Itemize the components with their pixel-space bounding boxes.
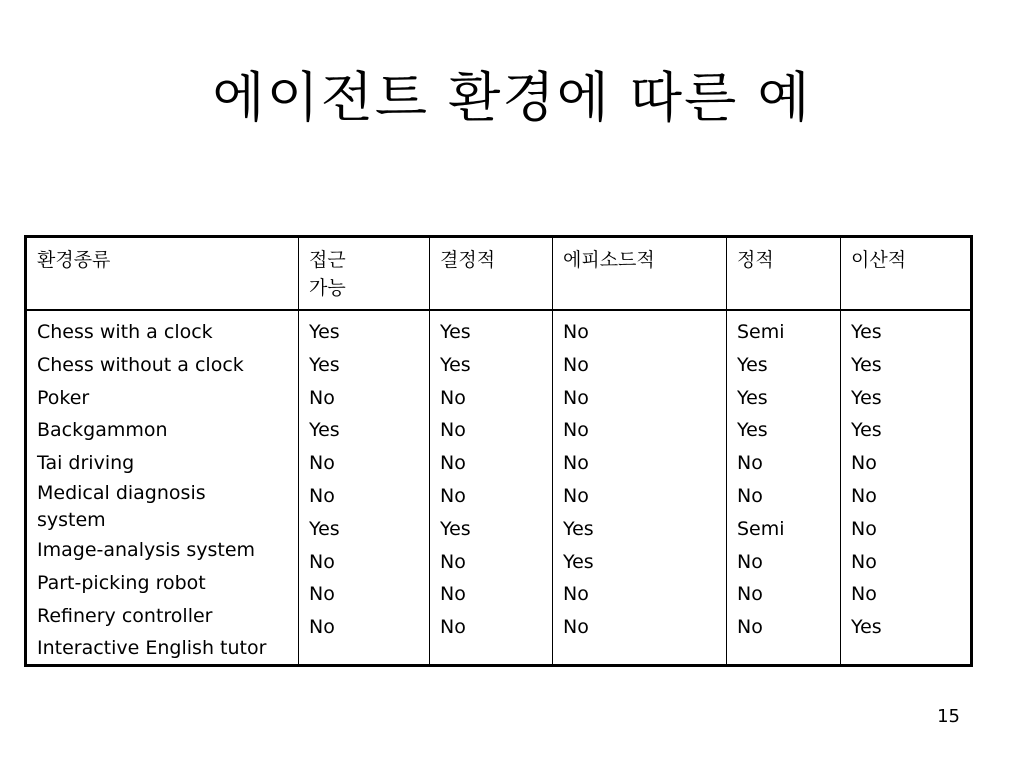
header-label: 에피소드적 [563, 249, 655, 271]
environment-column [37, 316, 295, 665]
cell-value: No [737, 452, 763, 475]
cell-value: Yes [309, 517, 340, 540]
cell-value: No [737, 583, 763, 606]
cell-value: No [563, 419, 589, 442]
header-divider [27, 309, 970, 311]
header-episodic [563, 246, 655, 274]
cell-value: No [440, 616, 466, 639]
cell-value: No [440, 484, 466, 507]
cell-value: No [851, 583, 877, 606]
header-label: 정적 [737, 249, 774, 271]
column-divider [429, 238, 430, 664]
cell-value: No [563, 386, 589, 409]
column-divider [298, 238, 299, 664]
cell-value: No [309, 550, 335, 573]
cell-value: Yes [440, 517, 471, 540]
cell-value: Yes [309, 321, 340, 343]
cell-value: Yes [851, 321, 882, 343]
environment-name: Image-analysis system [37, 538, 256, 561]
cell-value: Yes [440, 321, 471, 343]
cell-value: No [309, 616, 335, 639]
environment-name: Part-picking robot [37, 571, 206, 594]
accessible-column [309, 316, 340, 644]
cell-value: Yes [309, 419, 340, 442]
environment-name: Tai driving [37, 452, 135, 475]
cell-value: Yes [309, 353, 340, 376]
cell-value: No [737, 484, 763, 507]
cell-value: Semi [737, 321, 785, 343]
cell-value: No [309, 484, 335, 507]
cell-value: Yes [851, 616, 882, 639]
static-column [737, 316, 785, 644]
cell-value: Yes [737, 353, 768, 376]
cell-value: No [440, 419, 466, 442]
environment-name: Interactive English tutor [37, 637, 267, 660]
episodic-column [563, 316, 594, 644]
cell-value: No [737, 550, 763, 573]
environment-name: Backgammon [37, 419, 168, 442]
header-deterministic [440, 246, 495, 274]
column-divider [726, 238, 727, 664]
cell-value: No [851, 484, 877, 507]
cell-value: No [851, 517, 877, 540]
cell-value: No [563, 616, 589, 639]
cell-value: No [563, 353, 589, 376]
environment-name: Medical diagnosis system [37, 481, 206, 531]
header-discrete [851, 246, 906, 274]
slide-title: 에이전트 환경에 따른 예 [212, 66, 812, 129]
header-label: 가능 [309, 277, 346, 299]
cell-value: Yes [851, 386, 882, 409]
cell-value: No [440, 550, 466, 573]
cell-value: No [563, 583, 589, 606]
cell-value: No [851, 550, 877, 573]
cell-value: No [440, 386, 466, 409]
cell-value: No [563, 321, 589, 343]
cell-value: No [440, 583, 466, 606]
header-label: 결정적 [440, 249, 496, 271]
cell-value: Yes [851, 353, 882, 376]
cell-value: No [563, 452, 589, 475]
cell-value: Yes [563, 550, 594, 573]
header-accessible [309, 246, 346, 302]
cell-value: No [309, 386, 335, 409]
cell-value: No [563, 484, 589, 507]
cell-value: Yes [737, 386, 768, 409]
cell-value: Yes [737, 419, 768, 442]
column-divider [552, 238, 553, 664]
environment-table [24, 235, 973, 667]
cell-value: Yes [851, 419, 882, 442]
environment-name: Chess without a clock [37, 353, 244, 376]
environment-name: Poker [37, 386, 90, 409]
header-label: 이산적 [851, 249, 907, 271]
cell-value: No [737, 616, 763, 639]
cell-value: No [851, 452, 877, 475]
header-static [737, 246, 774, 274]
header-label: 접근 [309, 249, 346, 271]
cell-value: Yes [440, 353, 471, 376]
deterministic-column [440, 316, 471, 644]
cell-value: Semi [737, 517, 785, 540]
cell-value: No [309, 452, 335, 475]
cell-value: No [440, 452, 466, 475]
page-number: 15 [937, 706, 960, 727]
environment-name: Refinery controller [37, 604, 213, 627]
cell-value: Yes [563, 517, 594, 540]
discrete-column [851, 316, 882, 644]
column-divider [840, 238, 841, 664]
header-environment-type [37, 246, 110, 274]
environment-name: Chess with a clock [37, 321, 213, 343]
header-label: 환경종류 [37, 249, 111, 271]
cell-value: No [309, 583, 335, 606]
